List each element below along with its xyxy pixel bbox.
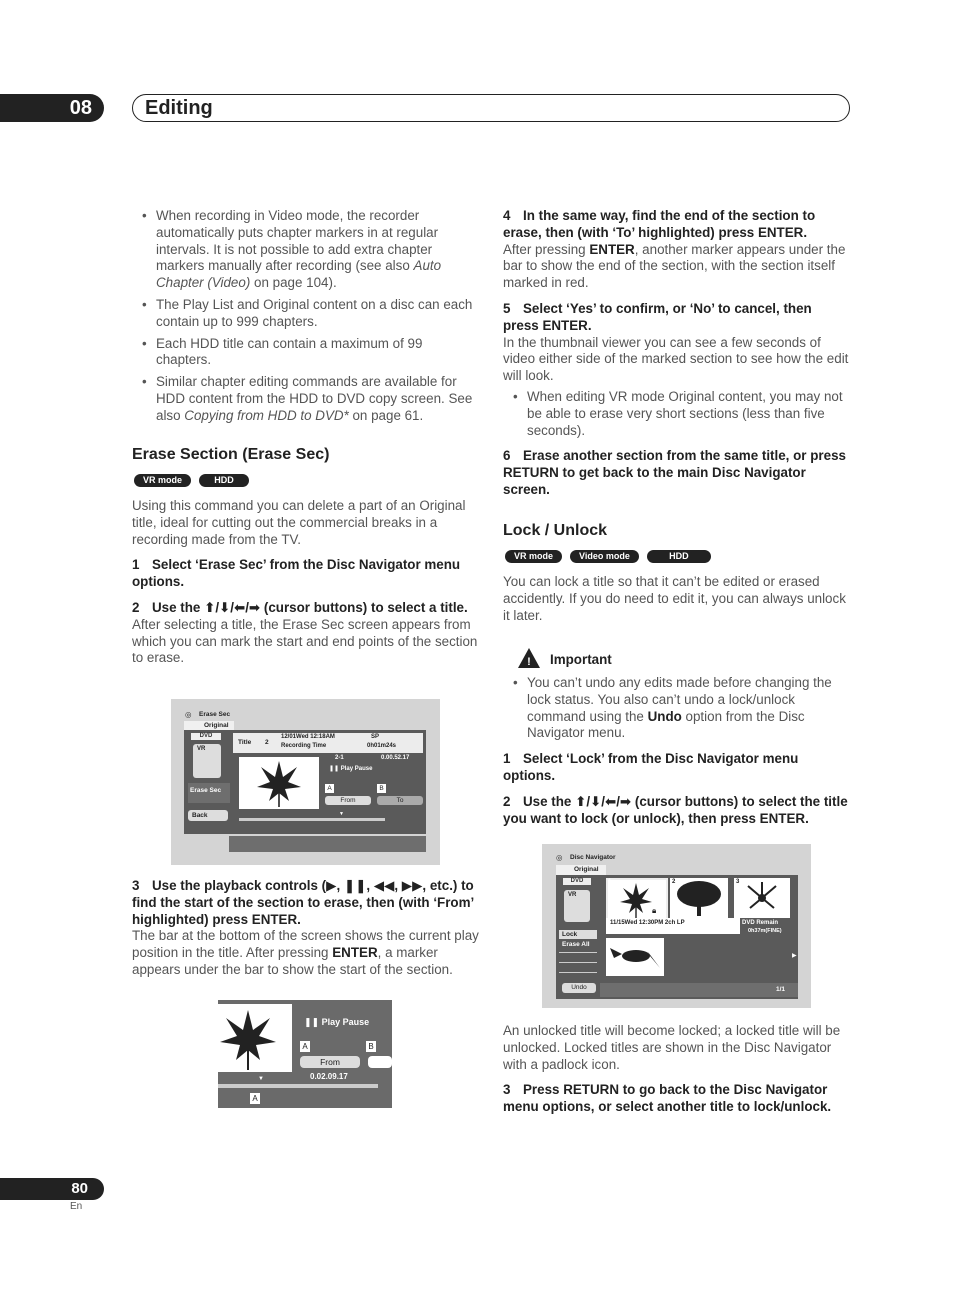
from-button[interactable]: From xyxy=(300,1056,360,1068)
play-position-marker-icon: ▼ xyxy=(258,1076,264,1082)
lock-step-3: 3 Press RETURN to go back to the Disc Navigator menu options, or select another title to lock/unlock. xyxy=(503,1082,832,1114)
status-bar xyxy=(600,983,798,997)
cursor-arrows-icon: ⬆/⬇/⬅/➡ xyxy=(575,794,632,809)
divider xyxy=(559,962,597,963)
erase-step-5: 5 Select ‘Yes’ to confirm, or ‘No’ to cancel, then press ENTER. In the thumbnail viewer you can see a few seconds of video either side of the marked section to see how the edit will look. • When editing VR mode Original content, you may not be able to erase very short sections (less than five seconds). xyxy=(503,301,851,444)
flower-thumbnail-icon xyxy=(734,878,790,918)
thumbnail-4[interactable] xyxy=(606,938,664,976)
lock-intro: You can lock a title so that it can’t be edited or erased accidently. If you do need to edit it, you can always unlock it later. xyxy=(503,574,846,623)
tree-thumbnail-icon xyxy=(670,878,728,918)
next-page-arrow-icon[interactable]: ▶ xyxy=(792,953,797,959)
bullet-item: • Similar chapter editing commands are available for HDD content from the HDD to DVD copy screen. See also Copying from HDD to DVD* on page 61. xyxy=(132,374,480,424)
leaf-thumbnail-icon xyxy=(608,880,666,920)
dvd-logo: DVD xyxy=(191,733,221,740)
position-bar-screen: ❚❚ Play Pause A B From 0.02.09.17 ▼ A xyxy=(218,1000,392,1108)
thumbnail xyxy=(239,757,319,809)
badge-hdd: HDD xyxy=(199,474,249,487)
bullet-item: • The Play List and Original content on a disc can each contain up to 999 chapters. xyxy=(132,297,480,331)
erase-step-4: 4 In the same way, find the end of the section to erase, then (with ‘To’ highlighted) press ENTER. After pressing ENTER, another marker appears under the bar to show the end of the section, with the section itself marked in red. xyxy=(503,208,846,291)
bullet-item: • When editing VR mode Original content, you may not be able to erase very short sections (less than five seconds). xyxy=(503,389,851,439)
chapter-title: Editing xyxy=(145,97,213,119)
important-note xyxy=(503,675,851,747)
padlock-icon: 🔒︎ xyxy=(652,906,657,915)
bullet-item: • Each HDD title can contain a maximum of 99 chapters. xyxy=(132,336,480,370)
erase-mode-badges xyxy=(134,474,249,487)
divider xyxy=(559,972,597,973)
erase-step-1: 1 Select ‘Erase Sec’ from the Disc Navigator menu options. xyxy=(132,557,461,589)
disc-icon: ◎ xyxy=(185,710,192,719)
position-bar xyxy=(239,818,385,821)
dvd-logo: DVD xyxy=(563,878,591,885)
thumbnail-3[interactable] xyxy=(734,878,790,918)
thumbnail-1[interactable] xyxy=(606,878,668,922)
marker-a: A xyxy=(300,1041,310,1052)
page-number: 80 xyxy=(71,1180,88,1197)
leaf-thumbnail-icon xyxy=(218,1004,292,1072)
lock-mode-badges xyxy=(505,550,711,563)
erase-sec-screen: ◎ Erase Sec Original DVD VR Erase Sec Back Title 2 12/01Wed 12:18AM SP Recording Time 0h01m24s 2-1 0.00.52.17 ❚❚ Play Pause A B From To ▼ xyxy=(171,699,440,865)
lock-step-2: 2 Use the ⬆/⬇/⬅/➡ (cursor buttons) to select the title you want to lock (or unlock), then press ENTER. xyxy=(503,794,848,826)
section-title-erase: Erase Section (Erase Sec) xyxy=(132,446,330,463)
from-button[interactable]: From xyxy=(325,796,371,805)
lock-step-1: 1 Select ‘Lock’ from the Disc Navigator menu options. xyxy=(503,751,799,783)
svg-text:!: ! xyxy=(527,656,531,668)
badge-hdd: HDD xyxy=(647,550,711,563)
bird-thumbnail-icon xyxy=(606,938,664,976)
marker-b: B xyxy=(366,1041,376,1052)
language-code: En xyxy=(70,1201,83,1212)
leaf-thumbnail-icon xyxy=(239,757,319,809)
erase-step-6: 6 Erase another section from the same title, or press RETURN to get back to the main Disc Navigator screen. xyxy=(503,448,846,497)
disc-navigator-screen: ◎ Disc Navigator Original DVD VR Lock Erase All Undo 1/1 1 🔒︎ 2 3 11/15Wed 12:30PM 2ch LP DVD Remain 0h37m(FINE) 4 ▶ xyxy=(542,844,811,1008)
marker-a: A xyxy=(325,784,334,793)
position-bar xyxy=(218,1084,378,1088)
undo-button[interactable]: Undo xyxy=(562,983,596,993)
menu-item-erase-all[interactable]: Erase All xyxy=(562,941,590,948)
badge-vr-mode: VR mode xyxy=(134,474,191,487)
thumbnail-2[interactable] xyxy=(670,878,728,918)
marker-b: B xyxy=(377,784,386,793)
bullet-item: • When recording in Video mode, the recorder automatically puts chapter markers in at regular intervals. It is not possible to add extra chapter markers manually after recording (see also Auto Chapter (Video) on page 104). xyxy=(132,208,480,292)
start-marker: A xyxy=(250,1093,260,1104)
screen-title: Erase Sec xyxy=(199,711,231,718)
tab-label: Original xyxy=(204,722,229,729)
intro-bullets xyxy=(132,208,480,425)
erase-step-2: 2 Use the ⬆/⬇/⬅/➡ (cursor buttons) to select a title. After selecting a title, the Erase Sec screen appears from which you can mark the start and end points of the section to erase. xyxy=(132,600,478,666)
divider xyxy=(559,952,597,953)
to-button[interactable]: To xyxy=(377,796,423,805)
playback-controls-icon: ▶, ❚❚, ◀◀, ▶▶ xyxy=(326,878,423,893)
page-number-badge xyxy=(0,1178,104,1200)
bullet-item: • You can’t undo any edits made before changing the lock status. You also can’t undo a lock/unlock command using the Undo option from the Disc Navigator menu. xyxy=(503,675,851,742)
important-heading: Important xyxy=(550,652,612,667)
thumbnail xyxy=(218,1004,292,1072)
to-button[interactable] xyxy=(368,1056,392,1068)
chapter-tab xyxy=(0,94,104,122)
erase-step-3: 3 Use the playback controls (▶, ❚❚, ◀◀, ▶▶, etc.) to find the start of the section to erase, then (with ‘From’ highlighted) press ENTER. The bar at the bottom of the screen shows the current play position in the title. After pressing ENTER, a marker appears under the bar to show the start of the section. xyxy=(132,878,479,977)
lock-after-screen: An unlocked title will become locked; a locked title will be unlocked. Locked titles are shown in the Disc Navigator with a padlock icon. xyxy=(503,1023,841,1072)
badge-video-mode: Video mode xyxy=(570,550,639,563)
important-icon xyxy=(517,647,541,669)
badge-vr-mode: VR mode xyxy=(505,550,562,563)
section-title-lock: Lock / Unlock xyxy=(503,522,608,539)
disc-icon: ◎ xyxy=(556,853,563,862)
left-column xyxy=(132,208,480,430)
erase-intro: Using this command you can delete a part of an Original title, ideal for cutting out the commercial breaks in a recording made from the TV. xyxy=(132,498,466,547)
play-position-marker-icon: ▼ xyxy=(339,811,344,817)
chapter-number: 08 xyxy=(69,97,92,119)
chapter-title-box xyxy=(132,94,850,122)
status-bar xyxy=(229,836,426,852)
cursor-arrows-icon: ⬆/⬇/⬅/➡ xyxy=(204,600,261,615)
